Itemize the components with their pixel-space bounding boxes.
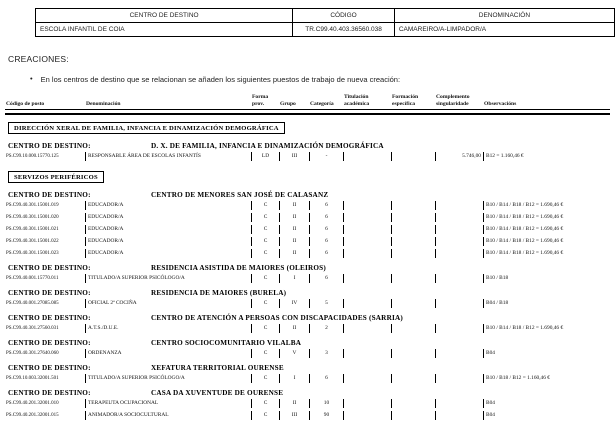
cell-denominacion: TITULADO/A SUPERIOR PSICÓLOGO/A — [85, 374, 251, 383]
cell-denominacion: EDUCADOR/A — [85, 213, 251, 222]
position-row — [5, 324, 610, 333]
cell-observacions: B10 / B14 / B18 / B12 = 1.690,46 € — [483, 225, 610, 234]
cell-formacion — [391, 349, 435, 358]
cell-formacion — [391, 324, 435, 333]
centro-label: CENTRO DE DESTINO: — [8, 364, 91, 373]
cell-codigo: PS.C99.40.301.15001.020 — [6, 215, 59, 221]
cell-observacions: B04 / B18 — [483, 299, 610, 308]
cell-complemento — [435, 237, 483, 246]
cell-categoria: 6 — [309, 249, 343, 258]
cell-categoria: 90 — [309, 411, 343, 420]
cell-titulacion — [343, 399, 391, 408]
cell-categoria: 6 — [309, 274, 343, 283]
centro-label: CENTRO DE DESTINO: — [8, 191, 91, 200]
cell-formacion — [391, 274, 435, 283]
cell-observacions: B10 / B18 — [483, 274, 610, 283]
cell-observacions: B10 / B18 / B12 = 1.160,46 € — [483, 374, 610, 383]
cell-denominacion: TERAPEUTA OCUPACIONAL — [85, 399, 251, 408]
cell-grupo: I — [279, 274, 309, 283]
cell-complemento — [435, 225, 483, 234]
bullet-marker: • — [30, 74, 33, 83]
cell-formacion — [391, 299, 435, 308]
position-row — [5, 152, 610, 161]
position-row — [5, 249, 610, 258]
header-codigo: CÓDIGO — [293, 9, 395, 23]
position-row — [5, 201, 610, 210]
cell-categoria: 6 — [309, 213, 343, 222]
cell-titulacion — [343, 274, 391, 283]
position-row — [5, 399, 610, 408]
cell-forma: C — [251, 237, 279, 246]
cell-categoria: 6 — [309, 201, 343, 210]
cell-categoria: 6 — [309, 237, 343, 246]
cell-codigo: PS.C99.40.201.32001.015 — [6, 413, 59, 419]
col-observacions: Observacións — [484, 100, 517, 107]
cell-grupo: II — [279, 249, 309, 258]
cell-forma: C — [251, 213, 279, 222]
cell-categoria: 2 — [309, 324, 343, 333]
position-row — [5, 411, 610, 420]
cell-titulacion — [343, 152, 391, 161]
cell-titulacion — [343, 237, 391, 246]
cell-codigo: TR.C99.40.403.36560.038 — [293, 23, 395, 37]
cell-codigo: PS.C99.10.000.15770.125 — [6, 154, 59, 160]
centro-de-destino-line — [8, 339, 610, 347]
cell-denominacion: TITULADO/A SUPERIOR PSICÓLOGO/A — [85, 274, 251, 283]
cell-complemento — [435, 274, 483, 283]
cell-observacions: B10 / B14 / B18 / B12 = 1.690,46 € — [483, 213, 610, 222]
centro-name: D. X. DE FAMILIA, INFANCIA E DINAMIZACIÓN DEMOGRÁFICA — [151, 142, 384, 151]
cell-denominacion: RESPONSABLE ÁREA DE ESCOLAS INFANTÍS — [85, 152, 251, 161]
cell-complemento — [435, 349, 483, 358]
cell-codigo: PS.C99.40.301.15001.021 — [6, 227, 59, 233]
section-banner-servizos-perifericos: SERVIZOS PERIFÉRICOS — [8, 171, 104, 183]
cell-forma: C — [251, 324, 279, 333]
col-categoria: Categoría — [310, 100, 334, 107]
cell-grupo: III — [279, 411, 309, 420]
centro-de-destino-line — [8, 264, 610, 272]
cell-codigo: PS.C99.40.301.27640.060 — [6, 351, 59, 357]
positions-table-header — [5, 94, 610, 107]
cell-codigo: PS.C99.40.301.15001.019 — [6, 203, 59, 209]
cell-titulacion — [343, 299, 391, 308]
centro-name: RESIDENCIA ASISTIDA DE MAIORES (OLEIROS) — [151, 264, 326, 273]
centro-de-destino-line — [8, 191, 610, 199]
cell-formacion — [391, 411, 435, 420]
table-row — [36, 23, 615, 37]
cell-complemento — [435, 324, 483, 333]
cell-grupo: V — [279, 349, 309, 358]
cell-denominacion: EDUCADOR/A — [85, 201, 251, 210]
centro-de-destino-line — [8, 364, 610, 372]
centro-name: CENTRO DE MENORES SAN JOSÉ DE CALASANZ — [151, 191, 329, 200]
cell-observacions: B04 — [483, 399, 610, 408]
cell-formacion — [391, 399, 435, 408]
cell-denominacion: ANIMADOR/A SOCIOCULTURAL — [85, 411, 251, 420]
centro-name: CENTRO SOCIOCOMUNITARIO VILALBA — [151, 339, 302, 348]
cell-categoria: 5 — [309, 299, 343, 308]
position-row — [5, 225, 610, 234]
cell-centro: ESCOLA INFANTIL DE COIA — [36, 23, 293, 37]
cell-titulacion — [343, 324, 391, 333]
cell-titulacion — [343, 213, 391, 222]
cell-formacion — [391, 237, 435, 246]
position-row — [5, 374, 610, 383]
cell-grupo: II — [279, 213, 309, 222]
cell-observacions: B10 / B14 / B18 / B12 = 1.690,46 € — [483, 237, 610, 246]
cell-denominacion: OFICIAL 2ª COCIÑA — [85, 299, 251, 308]
cell-complemento — [435, 249, 483, 258]
cell-grupo: II — [279, 201, 309, 210]
header-rule — [5, 109, 610, 115]
centro-label: CENTRO DE DESTINO: — [8, 264, 91, 273]
cell-forma: C — [251, 399, 279, 408]
destination-summary-table — [35, 8, 615, 37]
col-formacion: Formación específica — [392, 94, 419, 107]
centro-name: XEFATURA TERRITORIAL OURENSE — [151, 364, 284, 373]
cell-codigo: PS.C99.40.001.15770.011 — [6, 276, 59, 282]
cell-complemento: 5.746,00 — [435, 152, 483, 161]
cell-forma: C — [251, 274, 279, 283]
cell-denominacion: ORDENANZA — [85, 349, 251, 358]
cell-titulacion — [343, 349, 391, 358]
cell-titulacion — [343, 411, 391, 420]
cell-formacion — [391, 374, 435, 383]
cell-grupo: II — [279, 399, 309, 408]
cell-formacion — [391, 225, 435, 234]
cell-titulacion — [343, 201, 391, 210]
cell-forma: C — [251, 299, 279, 308]
cell-codigo: PS.C99.10.003.32001.501 — [6, 376, 59, 382]
cell-observacions: B10 / B14 / B18 / B12 = 1.690,46 € — [483, 324, 610, 333]
header-centro-de-destino: CENTRO DE DESTINO — [36, 9, 293, 23]
cell-forma: C — [251, 249, 279, 258]
col-denominacion: Denominación — [86, 100, 121, 107]
cell-complemento — [435, 374, 483, 383]
cell-codigo: PS.C99.40.201.32001.010 — [6, 401, 59, 407]
centro-de-destino-line — [8, 314, 610, 322]
cell-codigo: PS.C99.40.001.27085.085 — [6, 301, 59, 307]
cell-formacion — [391, 249, 435, 258]
cell-formacion — [391, 152, 435, 161]
position-row — [5, 274, 610, 283]
cell-formacion — [391, 213, 435, 222]
centro-label: CENTRO DE DESTINO: — [8, 314, 91, 323]
cell-grupo: III — [279, 152, 309, 161]
cell-observacions: B04 — [483, 349, 610, 358]
cell-grupo: II — [279, 324, 309, 333]
table-header-row — [36, 9, 615, 23]
centro-de-destino-line — [8, 389, 610, 397]
col-grupo: Grupo — [280, 100, 296, 107]
centro-label: CENTRO DE DESTINO: — [8, 389, 91, 398]
centro-name: CASA DA XUVENTUDE DE OURENSE — [151, 389, 284, 398]
cell-forma: LD — [251, 152, 279, 161]
cell-denominacion: EDUCADOR/A — [85, 225, 251, 234]
cell-titulacion — [343, 374, 391, 383]
centro-label: CENTRO DE DESTINO: — [8, 142, 91, 151]
cell-forma: C — [251, 225, 279, 234]
cell-categoria: 6 — [309, 225, 343, 234]
bullet-text: En los centros de destino que se relacionan se añaden los siguientes puestos de trabajo de nueva creación: — [40, 75, 401, 84]
cell-grupo: II — [279, 225, 309, 234]
centro-de-destino-line — [8, 289, 610, 297]
cell-complemento — [435, 299, 483, 308]
section-heading: CREACIONES: — [8, 54, 69, 64]
cell-complemento — [435, 411, 483, 420]
cell-observacions: B12 = 1.160,46 € — [483, 152, 610, 161]
position-row — [5, 349, 610, 358]
col-forma-prov: Forma prov. — [252, 94, 269, 107]
cell-denominacion: CAMAREIRO/A-LIMPADOR/A — [394, 23, 614, 37]
centro-label: CENTRO DE DESTINO: — [8, 289, 91, 298]
cell-grupo: IV — [279, 299, 309, 308]
cell-denominacion: A.T.S./D.U.E. — [85, 324, 251, 333]
cell-denominacion: EDUCADOR/A — [85, 249, 251, 258]
centro-label: CENTRO DE DESTINO: — [8, 339, 91, 348]
positions-table — [5, 94, 610, 420]
centro-de-destino-line — [8, 142, 610, 150]
cell-formacion — [391, 201, 435, 210]
cell-forma: C — [251, 201, 279, 210]
cell-categoria: 3 — [309, 349, 343, 358]
cell-observacions: B04 — [483, 411, 610, 420]
col-complemento: Complemento singularidade — [436, 94, 470, 107]
cell-codigo: PS.C99.40.301.15001.022 — [6, 239, 59, 245]
position-row — [5, 213, 610, 222]
cell-grupo: I — [279, 374, 309, 383]
cell-forma: C — [251, 374, 279, 383]
cell-complemento — [435, 213, 483, 222]
cell-codigo: PS.C99.40.301.27560.031 — [6, 326, 59, 332]
section-banner-direccion-xeral: DIRECCIÓN XERAL DE FAMILIA, INFANCIA E DINAMIZACIÓN DEMOGRÁFICA — [8, 122, 285, 134]
position-row — [5, 299, 610, 308]
centro-name: RESIDENCIA DE MAIORES (BURELA) — [151, 289, 287, 298]
cell-titulacion — [343, 225, 391, 234]
col-titulacion: Titulación académica — [344, 94, 370, 107]
bullet-item — [30, 75, 615, 84]
col-codigo-posto: Código de posto — [6, 100, 45, 107]
cell-categoria: 6 — [309, 374, 343, 383]
centro-name: CENTRO DE ATENCIÓN A PERSOAS CON DISCAPACIDADES (SARRIA) — [151, 314, 403, 323]
position-row — [5, 237, 610, 246]
cell-grupo: II — [279, 237, 309, 246]
cell-forma: C — [251, 349, 279, 358]
cell-observacions: B10 / B14 / B18 / B12 = 1.690,46 € — [483, 249, 610, 258]
cell-forma: C — [251, 411, 279, 420]
cell-titulacion — [343, 249, 391, 258]
cell-complemento — [435, 201, 483, 210]
cell-codigo: PS.C99.40.301.15001.023 — [6, 251, 59, 257]
cell-observacions: B10 / B14 / B18 / B12 = 1.690,46 € — [483, 201, 610, 210]
header-denominacion: DENOMINACIÓN — [394, 9, 614, 23]
cell-categoria: - — [309, 152, 343, 161]
cell-complemento — [435, 399, 483, 408]
cell-categoria: 10 — [309, 399, 343, 408]
cell-denominacion: EDUCADOR/A — [85, 237, 251, 246]
